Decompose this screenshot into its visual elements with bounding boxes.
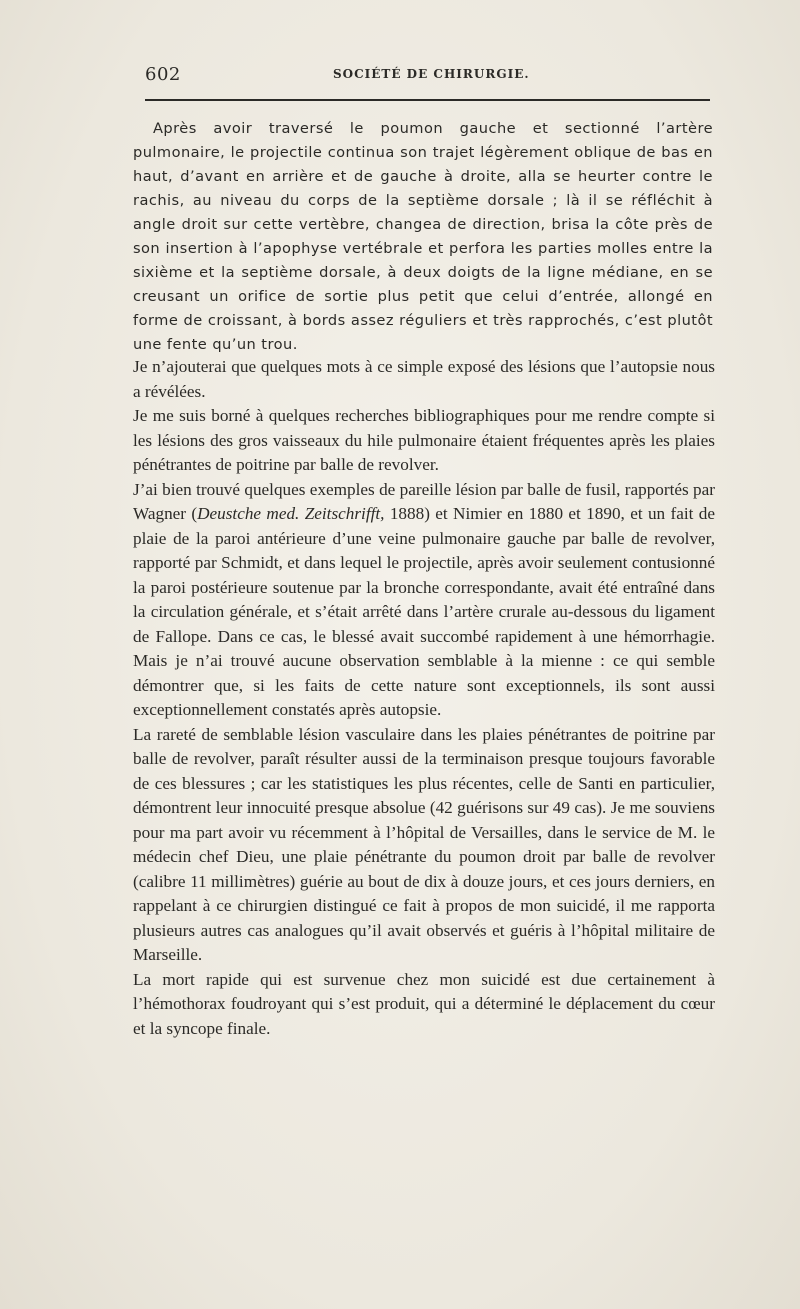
commentary-block — [133, 355, 715, 1041]
case-report-block — [133, 117, 713, 357]
commentary-paragraph-5: La mort rapide qui est survenue chez mon suicidé est due certainement à l’hémothorax foudroyant qui s’est produit, qui a déterminé le déplacement du cœur et la syncope finale. — [133, 969, 715, 1038]
commentary-paragraph-2: Je me suis borné à quelques recherches bibliographiques pour me rendre compte si les lésions des gros vaisseaux du hile pulmonaire étaient fréquentes après les plaies pénétrantes de poitrine par balle de revolver. — [133, 406, 715, 474]
paragraph-3-text-start: J’ai bien trouvé quelques exemples de pareille lésion par balle de fusil, rapportés par Wagner ( — [133, 479, 715, 523]
page-number: 602 — [145, 64, 181, 85]
commentary-paragraph-4: La rareté de semblable lésion vasculaire dans les plaies pénétrantes de poitrine par balle de revolver, paraît résulter aussi de la terminaison presque toujours favorable de ces blessures ; car les statistiques les plus récentes, celle de Santi en particulier, démontrent leur innocuité presque absolue (42 guérisons sur 49 cas). Je me souviens pour ma part avoir vu récemment à l’hôpital de Versailles, dans le service de M. le médecin chef Dieu, une plaie pénétrante du poumon droit par balle de revolver (calibre 11 millimètres) guérie au bout de dix à douze jours, et ces jours derniers, en rappelant à ce chirurgien distingué ce fait à propos de mon suicidé, il me rapporta plusieurs autres cas analogues qu’il avait observés et guéris à l’hôpital militaire de Marseille. — [133, 724, 715, 964]
case-report-paragraph: Après avoir traversé le poumon gauche et sectionné l’artère pulmonaire, le projectile continua son trajet légèrement oblique de bas en haut, d’avant en arrière et de gauche à droite, alla se heurter contre le rachis, au niveau du corps de la septième dorsale ; là il se réfléchit à angle droit sur cette vertèbre, changea de direction, brisa la côte près de son insertion à l’apophyse vertébrale et perfora les parties molles entre la sixième et la septième dorsale, à deux doigts de la ligne médiane, en se creusant un orifice de sortie plus petit que celui d’entrée, allongé en forme de croissant, à bords assez réguliers et très rapprochés, c’est plutôt une fente qu’un trou. — [133, 120, 713, 353]
running-title: SOCIÉTÉ DE CHIRURGIE. — [333, 67, 530, 81]
header-rule — [145, 99, 710, 101]
paragraph-3-text-end: 1888) et Nimier en 1880 et 1890, et un fait de plaie de la paroi antérieure d’une veine pulmonaire gauche par balle de revolver, rapporté par Schmidt, et dans lequel le projectile, après avoir seulement contusionné la paroi postérieure soutenue par la bronche correspondante, avait été entraîné dans la circulation générale, et s’était arrêté dans l’artère crurale au-dessous du ligament de Fallope. Dans ce cas, le blessé avait succombé rapidement à une hémorrhagie. Mais je n’ai trouvé aucune observation semblable à la mienne : ce qui semble démontrer que, si les faits de cette nature sont exceptionnels, ils sont aussi exceptionnellement constatés après autopsie. — [133, 504, 715, 719]
citation-journal-title: Deustche med. Zeitschrifft, — [197, 504, 385, 523]
commentary-paragraph-3 — [133, 478, 715, 723]
commentary-paragraph-1: Je n’ajouterai que quelques mots à ce simple exposé des lésions que l’autopsie nous a révélées. — [133, 357, 715, 401]
page-header — [145, 64, 710, 88]
